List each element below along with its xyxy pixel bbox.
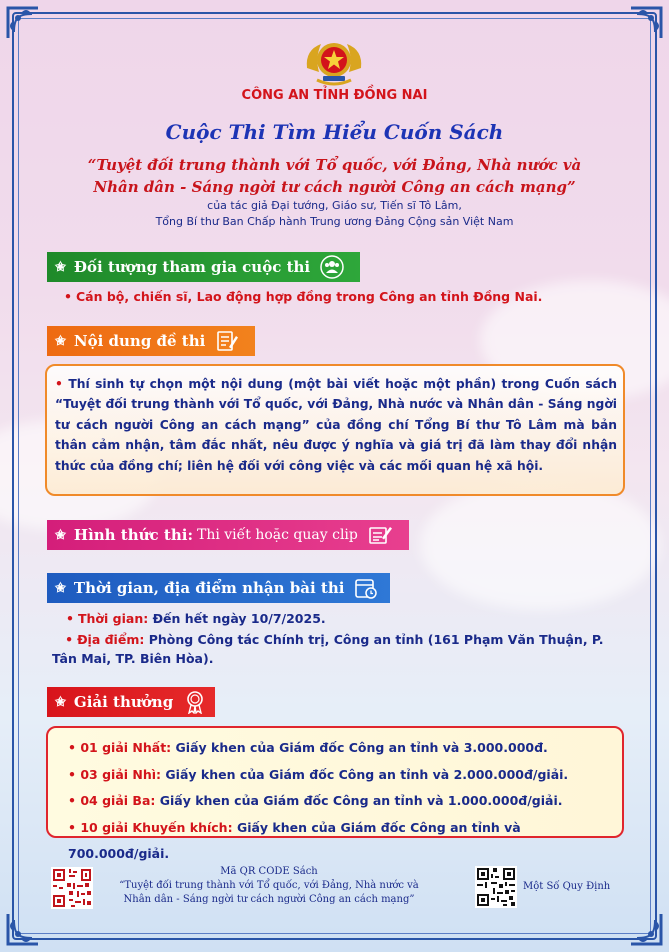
prize-item: • 01 giải Nhất: Giấy khen của Giám đốc Công an tỉnh và 3.000.000đ.	[68, 740, 548, 755]
bullet-icon: •	[64, 289, 72, 304]
section-heading-text: Đối tượng tham gia cuộc thi	[73, 258, 311, 276]
format-value: Thi viết hoặc quay clip	[196, 527, 358, 543]
qr-caption-line: Nhân dân - Sáng ngời tư cách người Công an cách mạng”	[123, 894, 415, 905]
star-icon: ✬	[55, 333, 66, 349]
book-title-quote	[60, 154, 609, 198]
corner-ornament-icon	[6, 912, 40, 946]
corner-ornament-icon	[629, 6, 663, 40]
place-line	[52, 630, 627, 668]
qr-caption-line: “Tuyệt đối trung thành với Tổ quốc, với Đảng, Nhà nước và	[119, 880, 419, 891]
bullet-icon: •	[68, 766, 76, 782]
section-heading-text: Giải thưởng	[73, 693, 174, 711]
organization-name: CÔNG AN TỈNH ĐỒNG NAI	[241, 88, 428, 103]
award-medal-icon	[183, 690, 207, 714]
participants-text: • Cán bộ, chiến sĩ, Lao động hợp đồng trong Công an tỉnh Đồng Nai.	[64, 289, 543, 304]
qr-caption	[96, 865, 442, 907]
place-label: Địa điểm:	[77, 632, 145, 647]
section-heading-content	[47, 326, 255, 356]
author-line: của tác giả Đại tướng, Giáo sư, Tiến sĩ Tô Lâm,	[207, 199, 462, 212]
bullet-icon: •	[68, 740, 76, 755]
quote-line: Nhân dân - Sáng ngời tư cách người Công an cách mạng”	[93, 178, 576, 196]
time-value: Đến hết ngày 10/7/2025.	[152, 611, 326, 626]
pen-paper-icon	[368, 523, 392, 547]
police-emblem-icon	[301, 38, 367, 88]
section-heading-time-place	[47, 573, 390, 603]
star-icon: ✬	[55, 694, 66, 710]
corner-ornament-icon	[629, 912, 663, 946]
quote-line: “Tuyệt đối trung thành với Tổ quốc, với Đảng, Nhà nước và	[87, 156, 582, 174]
author-credit	[60, 198, 609, 230]
section-heading-text: Hình thức thi:	[73, 526, 193, 544]
author-line: Tổng Bí thư Ban Chấp hành Trung ương Đảng Cộng sản Việt Nam	[155, 215, 514, 228]
calendar-clock-icon	[354, 576, 378, 600]
section-heading-text: Thời gian, địa điểm nhận bài thi	[73, 579, 345, 597]
edit-document-icon	[215, 329, 239, 353]
section-heading-format	[47, 520, 409, 550]
bullet-icon: •	[66, 611, 74, 626]
section-heading-participants	[47, 252, 360, 282]
section-heading-text: Nội dung đề thi	[73, 332, 206, 350]
page-title: Cuộc Thi Tìm Hiểu Cuốn Sách	[165, 120, 504, 144]
qr-code-icon[interactable]	[51, 867, 93, 909]
star-icon: ✬	[55, 527, 66, 543]
qr-regulations-label: Một Số Quy Định	[523, 881, 611, 892]
star-icon: ✬	[55, 259, 66, 275]
group-icon	[320, 255, 344, 279]
prize-item: • 10 giải Khuyến khích: Giấy khen của Giám đốc Công an tỉnh và 700.000đ/giải.	[68, 819, 521, 861]
content-text: • Thí sinh tự chọn một nội dung (một bài viết hoặc một phần) trong Cuốn sách “Tuyệt đối trung thành với Tổ quốc, với Đảng, Nhà nước và Nhân dân - Sáng ngời tư cách người Công an cách mạng” của đồng chí Tổng Bí thư Tô Lâm mà bản thân cảm nhận, tâm đắc nhất, nêu được ý nghĩa và giá trị đã làm thay đổi nhận thức của đồng chí; liên hệ đối với công việc và các mối quan hệ xã hội.	[55, 377, 617, 473]
content-box	[45, 364, 625, 496]
time-label: Thời gian:	[78, 611, 149, 626]
bullet-icon: •	[68, 819, 76, 835]
place-value: Phòng Công tác Chính trị, Công an tỉnh (161 Phạm Văn Thuận, P. Tân Mai, TP. Biên Hòa).	[52, 632, 604, 666]
corner-ornament-icon	[6, 6, 40, 40]
star-icon: ✬	[55, 580, 66, 596]
time-line	[66, 611, 326, 626]
section-heading-prizes	[47, 687, 215, 717]
prizes-box	[46, 726, 624, 861]
qr-code-icon[interactable]	[475, 866, 517, 908]
prize-item: • 04 giải Ba: Giấy khen của Giám đốc Công an tỉnh và 1.000.000đ/giải.	[68, 793, 563, 808]
bullet-icon: •	[68, 793, 76, 808]
bullet-icon: •	[65, 632, 74, 647]
qr-caption-title: Mã QR CODE Sách	[220, 866, 318, 877]
prize-item: • 03 giải Nhì: Giấy khen của Giám đốc Công an tỉnh và 2.000.000đ/giải.	[68, 766, 569, 782]
